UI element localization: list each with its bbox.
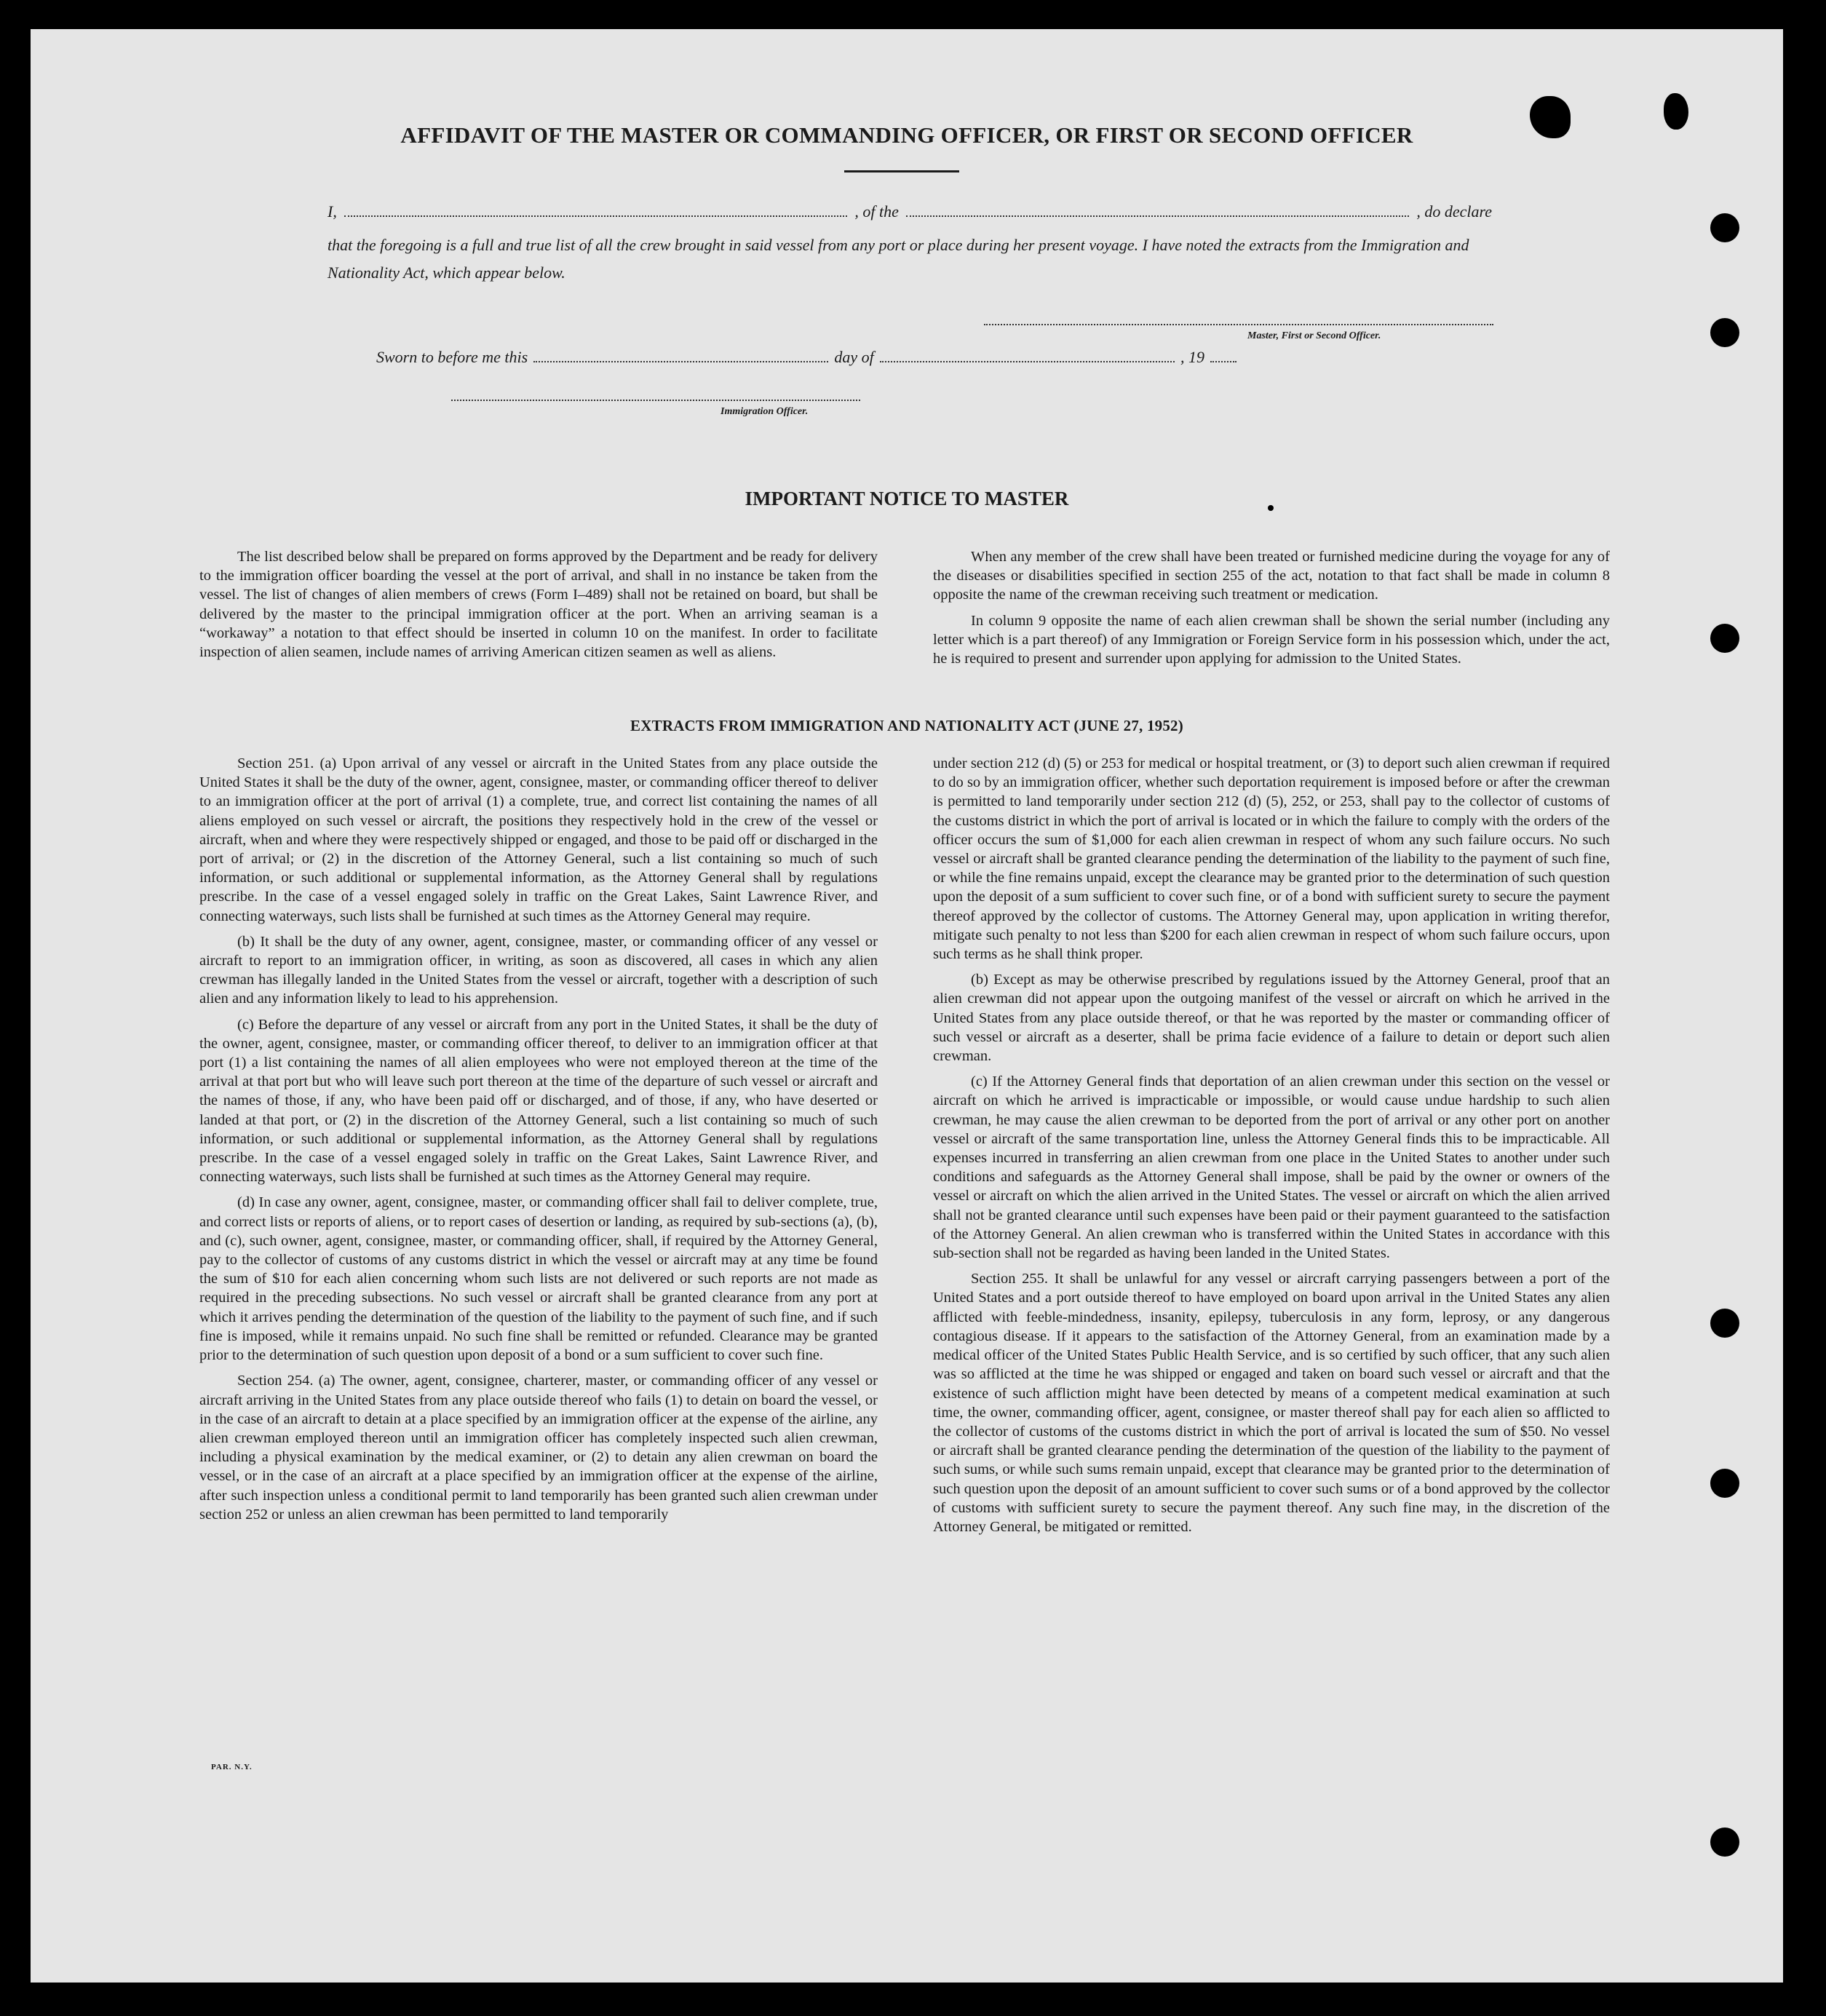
year-label: , 19 xyxy=(1180,348,1205,366)
sworn-label: Sworn to before me this xyxy=(376,348,528,366)
declaration-text: that the foregoing is a full and true list of all the crew brought in said vessel from any port or place during her present voyage. I have noted the extracts from the Immigration and Nationality Act, which appear below. xyxy=(328,236,1469,282)
notice-right-paragraph-2: In column 9 opposite the name of each alien crewman shall be shown the serial number (including any letter which is a part thereof) of any Immigration or Foreign Service form in his possession which, under the act, he is required to present and surrender upon applying for admission to the United States. xyxy=(933,612,1610,667)
ink-blot xyxy=(1664,93,1688,130)
punch-hole xyxy=(1710,318,1739,347)
section-251-b: (b) It shall be the duty of any owner, agent, consignee, master, or commanding officer of any vessel or aircraft to report to an immigration officer, in writing, as soon as discovered, all cases in which any alien crewman has illegally landed in the United States from the vessel or aircraft, together with a description of such alien and any information likely to lead to his apprehension. xyxy=(199,933,878,1007)
do-declare-label: , do declare xyxy=(1416,202,1493,221)
day-of-label: day of xyxy=(834,348,874,366)
title-underline xyxy=(844,170,959,172)
form-page xyxy=(31,29,1783,1983)
master-signature-line[interactable] xyxy=(984,323,1493,325)
notice-title: IMPORTANT NOTICE TO MASTER xyxy=(745,488,1069,509)
section-254-a-continued: under section 212 (d) (5) or 253 for medical or hospital treatment, or (3) to deport such alien crewman if required to do so by an immigration officer, whether such deportation requirement is imposed before or after the crewman is permitted to land temporarily under section 212 (d) (5), 252, or 253, shall pay to the collector of customs of the customs district in which the port of arrival is located or in which the failure to comply with the orders of the officer occurs the sum of $1,000 for each alien crewman in respect of whom any such failure occurs. No such vessel or aircraft shall be granted clearance pending the determination of the liability to the payment of such fine, or while the fine remains unpaid, except the clearance may be granted prior to the determination of such question upon the deposit of a sum sufficient to cover such fine, or of a bond with sufficient surety to secure the payment thereof approved by the collector of customs. The Attorney General may, upon application in writing therefor, mitigate such penalty to not less than $200 for each alien crewman in respect of whom such failure occurs, upon such terms as he shall think proper. xyxy=(933,755,1610,963)
name-blank[interactable] xyxy=(344,215,848,217)
sworn-day-blank[interactable] xyxy=(533,360,828,362)
affidavit-title: AFFIDAVIT OF THE MASTER OR COMMANDING OFFICER, OR FIRST OR SECOND OFFICER xyxy=(400,122,1413,148)
punch-hole xyxy=(1710,1828,1739,1857)
sworn-line xyxy=(376,348,1242,367)
officer-signature-line[interactable] xyxy=(451,399,860,401)
punch-hole xyxy=(1710,213,1739,242)
extracts-left-column xyxy=(199,754,878,1531)
ink-speck xyxy=(1268,505,1274,511)
printer-mark: PAR. N.Y. xyxy=(211,1763,253,1771)
section-254-c: (c) If the Attorney General finds that deportation of an alien crewman under this section on the vessel or aircraft on which he arrived is impracticable or impossible, or would cause undue hardship to such alien crewman, he may cause the alien crewman to be deported from the port of arrival or any other port on another vessel or aircraft of the same transportation line, unless the Attorney General finds this to be impracticable. All expenses incurred in transferring an alien crewman from one place in the United States to another under such conditions and safeguards as the Attorney General shall impose, shall be paid by the owner or owners of the vessel or aircraft on which the alien arrived in the United States. The vessel or aircraft on which the alien arrived shall not be granted clearance until such expenses have been paid or their payment guaranteed to the satisfaction of the Attorney General. An alien crewman who is transferred within the United States in accordance with this sub-section shall not be regarded as having been landed in the United States. xyxy=(933,1074,1610,1262)
vessel-blank[interactable] xyxy=(906,215,1410,217)
punch-hole xyxy=(1710,1309,1739,1338)
section-251-c: (c) Before the departure of any vessel or aircraft from any port in the United States, it shall be the duty of the owner, agent, consignee, master, or commanding officer thereof, to deliver to an immigration officer at that port (1) a list containing the names of all alien employees who were not employed thereon at the time of the arrival at that port but who will leave such port thereon at the time of the departure of such vessel or aircraft and the names of those, if any, who have been paid off or discharged, and of those, if any, who have deserted or landed at that port, or (2) in the discretion of the Attorney General, such a list containing so much of such information, or such additional or supplemental information, as the Attorney General shall by regulations prescribe. In the case of a vessel engaged solely in traffic on the Great Lakes, Saint Lawrence River, and connecting waterways, such lists shall be furnished at such times as the Attorney General may require. xyxy=(199,1016,878,1186)
officer-caption: Immigration Officer. xyxy=(721,406,809,417)
declaration-line xyxy=(328,202,1492,221)
notice-right-paragraph-1: When any member of the crew shall have been treated or furnished medicine during the voyage for any of the diseases or disabilities specified in section 255 of the act, notation to that fact shall be made in column 8 opposite the name of the crewman receiving such treatment or medication. xyxy=(933,549,1610,603)
notice-left-paragraph: The list described below shall be prepared on forms approved by the Department and be ready for delivery to the immigration officer boarding the vessel at the port of arrival, and shall in no instance be taken from the vessel. The list of changes of alien members of crews (Form I–489) shall not be retained on board, but shall be delivered by the master to the principal immigration officer at the port. When an arriving seaman is a “workaway” a notation to that effect should be inserted in column 10 on the manifest. In order to facilitate inspection of alien seamen, include names of arriving American citizen seamen as well as aliens. xyxy=(199,549,878,661)
extracts-right-column xyxy=(933,754,1610,1543)
extracts-title: EXTRACTS FROM IMMIGRATION AND NATIONALITY ACT (JUNE 27, 1952) xyxy=(630,717,1183,734)
section-254-b: (b) Except as may be otherwise prescribed by regulations issued by the Attorney General, proof that an alien crewman did not appear upon the outgoing manifest of the vessel or aircraft on which he arrived in the United States from any place outside thereof, or that he was reported by the master or commanding officer of such vessel or aircraft as a deserter, shall be prima facie evidence of a failure to detain or deport such alien crewman. xyxy=(933,972,1610,1065)
section-254-a: Section 254. (a) The owner, agent, consignee, charterer, master, or commanding officer of any vessel or aircraft arriving in the United States from any place outside thereof who fails (1) to detain on board the vessel, or in the case of an aircraft to detain at a place specified by an immigration officer at the expense of the airline, any alien crewman employed thereon until an immigration officer has completely inspected such alien crewman, including a physical examination by the medical examiner, or (2) to detain any alien crewman on board the vessel, or in the case of an aircraft at a place specified by an immigration officer at the expense of the airline, after such inspection unless a conditional permit to land temporarily has been granted such alien crewman under section 252 or unless an alien crewman has been permitted to land temporarily xyxy=(199,1373,878,1523)
punch-hole xyxy=(1710,1469,1739,1498)
section-251-a: Section 251. (a) Upon arrival of any vessel or aircraft in the United States from any place outside the United States it shall be the duty of the owner, agent, consignee, master, or commanding officer thereof to deliver to an immigration officer at the port of arrival (1) a complete, true, and correct list containing the names of all aliens employed on such vessel or aircraft, the positions they respectively hold in the crew of the vessel or aircraft, when and where they were respectively shipped or engaged, and those to be paid off or discharged in the port of arrival; or (2) in the discretion of the Attorney General, such a list containing so much of such information, or such additional or supplemental information, as the Attorney General shall by regulations prescribe. In the case of a vessel engaged solely in traffic on the Great Lakes, Saint Lawrence River, and connecting waterways, such lists shall be furnished at such times as the Attorney General may require. xyxy=(199,755,878,924)
notice-left-column xyxy=(199,547,878,668)
section-251-d: (d) In case any owner, agent, consignee, master, or commanding officer shall fail to deliver complete, true, and correct lists or reports of aliens, or to report cases of desertion or landing, as required by sub-sections (a), (b), and (c), such owner, agent, consignee, master, or commanding officer, shall, if required by the Attorney General, pay to the collector of customs of any customs district in which the vessel or aircraft may at any time be found the sum of $10 for each alien concerning whom such lists are not delivered or such reports are not made as required in the preceding subsections. No such vessel or aircraft shall be granted clearance from any port at which it arrives pending the determination of the question of the liability to the payment of such fine, and if such fine is imposed, while it remains unpaid. No such fine shall be remitted or refunded. Clearance may be granted prior to the determination of such question upon deposit of a bond or a sum sufficient to cover such fine. xyxy=(199,1194,878,1364)
section-255: Section 255. It shall be unlawful for any vessel or aircraft carrying passengers between a port of the United States and a port outside thereof to have employed on board upon arrival in the United States any alien afflicted with feeble-mindedness, insanity, epilepsy, tuberculosis in any form, leprosy, or any dangerous contagious disease. If it appears to the satisfaction of the Attorney General, from an examination made by a medical officer of the United States Public Health Service, and is so certified by such officer, that any such alien was so afflicted at the time he was shipped or engaged and taken on board such vessel or aircraft and that the existence of such affliction might have been detected by means of a competent medical examination at such time, the owner, commanding officer, agent, consignee, or master thereof shall pay for each alien so afflicted to the collector of customs of the customs district in which the port of arrival is located the sum of $50. No vessel or aircraft shall be granted clearance pending the determination of the question of the liability to the payment of such sums, or while such sums remain unpaid, except that clearance may be granted prior to the determination of such question upon the deposit of an amount sufficient to cover such sums or of a bond approved by the collector of customs with sufficient surety to secure the payment thereof. Any such fine may, in the discretion of the Attorney General, be mitigated or remitted. xyxy=(933,1271,1610,1535)
sworn-year-blank[interactable] xyxy=(1210,360,1236,362)
punch-hole xyxy=(1710,624,1739,653)
notice-right-column xyxy=(933,547,1610,675)
of-the-label: , of the xyxy=(854,202,899,221)
i-label: I, xyxy=(328,202,337,221)
master-caption: Master, First or Second Officer. xyxy=(1247,330,1381,341)
sworn-month-blank[interactable] xyxy=(880,360,1175,362)
